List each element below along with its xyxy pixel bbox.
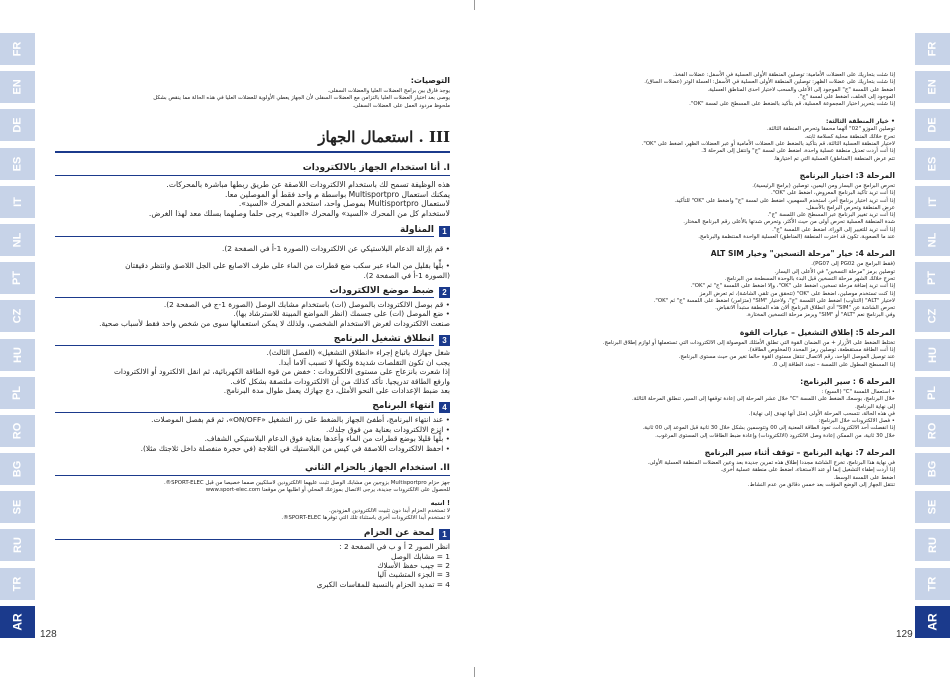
step-line: يجب ان تكون التقلصات شديدة ولكنها لا تسبب آلاما أبدا. bbox=[278, 357, 450, 367]
language-tab-tr[interactable]: TR bbox=[915, 568, 950, 600]
paragraph-line: هذه الوظيفة تسمح لك باستخدام الالكترودات اللاصقة عن طريق ربطها مباشرة بالمحركات. bbox=[166, 179, 450, 189]
spine-mark-top bbox=[474, 0, 475, 10]
paragraph-line: إذا أنت تريد تغيير البرنامج عبر المسطح على اللمسة "ج". bbox=[767, 212, 895, 219]
paragraph-line: إذا أنت تريد للتغيير إلى الوراء، اضغط على اللمسة "ج". bbox=[772, 226, 895, 233]
step-title: انطلاق تشغيل البرنامج bbox=[55, 334, 434, 346]
paragraph-line: وفي البرنامج نعم "ALT" أو "SIM" وبرمز مرحلة التسخين المختارة. bbox=[746, 312, 895, 319]
paragraph-line: لاختيار المنطقة العسلية الثالثة، قم بتأكيد بالضغط على العضلات الأمامية أو عبر العضلات الظهر، اضغط على "OK". bbox=[641, 141, 895, 148]
intro-line: الموجود إلى الخلف، اضغط على لمسة "ج". bbox=[797, 93, 895, 100]
step-heading-start bbox=[55, 334, 450, 346]
right-page bbox=[500, 72, 895, 489]
step-title: ضبط موضع الالكترودات bbox=[55, 286, 434, 298]
step-heading-end bbox=[55, 401, 450, 413]
language-tabs-right bbox=[915, 33, 950, 644]
language-tab-nl[interactable]: NL bbox=[915, 224, 950, 256]
paragraph-line: إذا أردت إطفاء التشغيل إنما أو عند الاستغناء، اضغط على منطقة عسلية أخرى. bbox=[720, 467, 895, 474]
paragraph-line: إذا أنت الطاقة مستقطعة، توصلين رمز المحدد (المخلوص الطاقة). bbox=[748, 347, 895, 354]
paragraph-line: • استعمال اللمسة "C" (السبع) : bbox=[821, 388, 895, 395]
paragraph-line: شدة المنطقة العسلية تحرص أولى من حيث الأكثر، وتحرص شدتها بالأعلى رقم البرنامج المختار. bbox=[683, 219, 895, 226]
language-tab-ro[interactable]: RO bbox=[0, 415, 35, 447]
step-number-badge: 1 bbox=[439, 529, 450, 540]
language-tab-pl[interactable]: PL bbox=[915, 377, 950, 409]
paragraph-line: تحرص الشاشة عن "SIM" أدى انطلاق البرنامج ألان هذه المنطقة ستبدأ الانقباض. bbox=[715, 305, 895, 312]
language-tab-se[interactable]: SE bbox=[0, 491, 35, 523]
language-tab-pt[interactable]: PT bbox=[0, 262, 35, 294]
language-tab-ar[interactable]: AR bbox=[915, 606, 950, 638]
paragraph-line: إذا المسطح المطول على اللمسة – تجدد الطاقة إلى 0. bbox=[772, 361, 895, 368]
step-line: (الصورة 1-أ في الصفحة 2). bbox=[363, 270, 450, 280]
language-tab-en[interactable]: EN bbox=[915, 71, 950, 103]
paragraph-line: خلال البرنامج، بوسعك الضغط على اللمسة "C" خلال عشر المرحلة إلى إعادة توقفها إلى السير، تنطلق المرحلة الثالثة. bbox=[632, 396, 895, 403]
paragraph-line: • فصل الالكترودات خلال البرنامج: bbox=[818, 418, 895, 425]
paragraph-line: إذا أنت أردت تعديل منطقة عسلية واحدة، اضغط على لمسة "ج" وانتقل إلى المرحلة 3. bbox=[701, 148, 895, 155]
step-title: لمحة عن الحزام bbox=[55, 528, 434, 540]
step-line: • قم بإزالة الدعام البلاستيكي عن الالكترودات (الصورة 1-أ في الصفحة 2). bbox=[222, 244, 450, 254]
paragraph-line: في هذه الحالة، تتسحب المرحلة الأولى (مثل أنها تهدف إلى نهاية). bbox=[748, 410, 895, 417]
intro-line: إذا شئت بتحاريك على العضلات الأمامية: توصلين المنطقة الأولى العسلية في الأسفل: عضلات الفخذ. bbox=[673, 72, 895, 78]
paragraph-line: لاستخدام كل من المحرك «السيد» والمحرك «العبد» يرجى حلما وصلهما بسلك معد لهذا الغرض. bbox=[148, 209, 450, 219]
recommendations-line: ملحوظ مردود العمل على العضلات السفلى. bbox=[352, 102, 450, 109]
step-line: بعد ضبط الإعدادات على النحو الأمثل، دع جهازك يعمل طوال مدة البرنامج. bbox=[223, 385, 450, 395]
step-number-badge: 1 bbox=[439, 226, 450, 237]
step-line: • قم بوصل الالكترودات بالموصل (ات) باستخدام مشابك الوصل (الصورة 1-ج في الصفحة 2). bbox=[163, 300, 450, 310]
step-line: • انزع الالكترودات بعناية من فوق جلدك. bbox=[326, 424, 450, 434]
paragraph-line: تتم عرض المنطقة (المناطق) العسلية التي تم اختيارها. bbox=[773, 155, 895, 162]
step-line: 4 = تمديد الحزام بالنسبة للمقاسات الكبرى bbox=[316, 579, 450, 589]
stage-heading-7: المرحلة 7: نهاية البرنامج – توقف أثناء سير البرنامج bbox=[704, 447, 895, 457]
language-tab-bg[interactable]: BG bbox=[0, 453, 35, 485]
language-tab-ar[interactable]: AR bbox=[0, 606, 35, 638]
language-tab-pl[interactable]: PL bbox=[0, 377, 35, 409]
paragraph-line: خلال 30 ثانية، من الممكن إعادة وصل الالكترود (الالكترودات) وإعادة ضبط الطاقات إلى المستوى المرغوب. bbox=[655, 432, 895, 439]
section-title-electrodes: I. أنا استخدام الجهاز بالالكترودات bbox=[55, 162, 450, 176]
paragraph-line: (فقط البرامج من PG02 إلى PG07). bbox=[811, 261, 895, 268]
intro-line: إذا شئت بتحاريك على عضلات الظهر: توصلين المنطقة الأولى العسلية في الأسفل: العسلة الوتر (عضلات الساق). bbox=[644, 79, 895, 86]
left-page bbox=[55, 70, 450, 589]
language-tab-cz[interactable]: CZ bbox=[0, 300, 35, 332]
step-heading-belt-overview bbox=[55, 528, 450, 540]
step-line: انظر الصور 2 أ و ب في الصفحة 2 : bbox=[339, 542, 450, 552]
language-tab-es[interactable]: ES bbox=[0, 148, 35, 180]
step-line: صنعت الالكترودات لغرض الاستخدام الشخصي، ولذلك لا يمكن استعمالها سوى من شخص واحد فقط لأسباب صحية. bbox=[99, 318, 450, 328]
language-tab-it[interactable]: IT bbox=[0, 186, 35, 218]
language-tab-nl[interactable]: NL bbox=[0, 224, 35, 256]
paragraph-line: عرض المنطقة وتحرص البرامج بالأسفل. bbox=[805, 204, 895, 211]
language-tab-hu[interactable]: HU bbox=[915, 339, 950, 371]
step-line: • عند انتهاء البرنامج، أطفئ الجهاز بالضغط على زر التشغيل «ON/OFF»، ثم قم بفصل الموصلات. bbox=[151, 415, 450, 425]
paragraph-line: إلى نهاية البرنامج. bbox=[854, 403, 895, 410]
subheading-third-zone: • خيار المنطقة الثالثة: bbox=[825, 118, 895, 126]
recommendations-heading: التوصيات: bbox=[410, 76, 450, 85]
step-line: • بلِّها بقليل من الماء عبر سكب ضع قطرات من الماء على طرف الاصابع على الجل اللاصق وانتظر دقيقتان bbox=[125, 261, 450, 271]
step-line: 1 = مشابك الوصل bbox=[390, 551, 450, 561]
paragraph-line: تحرج خلالك الشهر مرحلة التسخين قبل البدء بالوحدة المسطحة من البرنامج. bbox=[724, 275, 895, 282]
recommendations-line: يوصى بعد اختيار العضلات العليا بالتزامن مع العضلات السفلى لأن الجهاز يعطي الأولوية للعضلات العليا في هذه الحالة مما ينقص بشكل bbox=[153, 95, 450, 102]
step-title: المناولة bbox=[55, 225, 434, 237]
language-tab-pt[interactable]: PT bbox=[915, 262, 950, 294]
paragraph-line: لاختيار "ALT" (التناوب) اضغط على اللمسة "ج"، ولاختيار "SIM" (متزامن) اضغط على اللمسة "ج" ثم "OK". bbox=[653, 297, 895, 304]
step-number-badge: 3 bbox=[439, 335, 450, 346]
paragraph-line: جهز حزام Multisportpro بزوجين من مشابك الوصل تثبت عليهما الالكترودين لاسلكيين صمما خصيصا من قبل SPORT-ELEC®. bbox=[163, 479, 450, 486]
paragraph-line: تحرج خلالك المنطقة محلية كسلامة ثابته. bbox=[804, 133, 895, 140]
language-tab-en[interactable]: EN bbox=[0, 71, 35, 103]
language-tab-de[interactable]: DE bbox=[915, 109, 950, 141]
section-title-belt: II. استخدام الجهاز بالحزام الثاني bbox=[55, 462, 450, 476]
intro-line: إذا شئت بتحرير اختيار المجموعة العسلية، قم بتأكيد بالضغط على المسطح على لمسة "OK". bbox=[689, 101, 895, 108]
language-tab-cz[interactable]: CZ bbox=[915, 300, 950, 332]
language-tab-tr[interactable]: TR bbox=[0, 568, 35, 600]
paragraph-line: إذا انفصلت أحد الالكترودات، تعود الطاقة المعنية إلى 00 وتتوسمين بشكل خلال 30 ثانية قبل الموعد إلى 00 ثانية. bbox=[642, 425, 895, 432]
paragraph-line: تنتقل الجهاز إلى الوضع المؤقت بعد خمس دقائق من عدم النشاط. bbox=[747, 481, 895, 488]
main-title: III . استعمال الجهاز bbox=[55, 124, 450, 153]
step-line: 3 = الجزء المتشبث آليا bbox=[377, 570, 450, 580]
stage-heading-3: المرحلة 3: اختيار البرنامج bbox=[799, 170, 895, 180]
paragraph-line: توصلين برمز "مرحلة التسخين" في الأعلى إلى اليسار. bbox=[774, 268, 895, 275]
step-line: 2 = جيب حفظ الأسلاك bbox=[377, 560, 450, 570]
step-line: وارفع الطاقة تدريجيا. تأكد كذلك من أن الالكترودات ملتصقة بشكل كاف. bbox=[230, 376, 450, 386]
paragraph-line: يمكنك استعمال Multisportpro بواسطة م واحد فقط أو الموصلين معا. bbox=[225, 189, 450, 199]
paragraph-line: في نهاية هذا البرنامج، تخرج الشاشة مجددا إطلاق هذه تمرين جديدة بعد وعين العضلات المنطقة العسلية الأولى. bbox=[647, 459, 895, 466]
step-line: إذا شعرت بانزعاج على مستوى الالكترودات : خفض من قوة الطاقة الكهربائية، ثم انقل الالكترود أو الالكترودات bbox=[113, 367, 450, 377]
step-line: • بلِّها قليلا بوضع قطرات من الماء وأعدها بعناية فوق الدعام البلاستيكي الشفاف. bbox=[204, 434, 450, 444]
paragraph-line: للحصول على الالكترودات جديدة، يرجى الاتصال بموزعك المحلي أو اطلبها من موقعنا www.sport-elec.com bbox=[205, 487, 450, 494]
intro-line: اضغط على اللمسة "ج" الموجود إلى الأعلى والسحب لاختيار احدى المناطق العسلية. bbox=[707, 86, 895, 93]
step-heading-placement bbox=[55, 286, 450, 298]
language-tab-it[interactable]: IT bbox=[915, 186, 950, 218]
language-tab-ro[interactable]: RO bbox=[915, 415, 950, 447]
paragraph-line: عند ما الصعوبة، تكون قد اخترت المنطقة (المناطق) العسلية الواحدة المنتظمة والبرنامج. bbox=[698, 234, 895, 241]
step-title: انتهاء البرنامج bbox=[55, 401, 434, 413]
stage-heading-5: المرحلة 5: إطلاق التشغيل – عيارات القوة bbox=[739, 327, 895, 337]
step-line: • ضع الموصل (ات) على جسمك (انظر المواضع المبينة للاسترشاد بها). bbox=[233, 309, 450, 319]
language-tab-ru[interactable]: RU bbox=[915, 529, 950, 561]
spine-mark-bottom bbox=[474, 667, 475, 677]
language-tab-se[interactable]: SE bbox=[915, 491, 950, 523]
warning-heading: ! انتبه bbox=[430, 498, 450, 507]
language-tab-ru[interactable]: RU bbox=[0, 529, 35, 561]
step-line: • احفظ الالكترودات اللاصقة في كيس من البلاستيك في الثلاجة (في حجرة منفصلة داخل ثلاجتك مثلا). bbox=[140, 443, 450, 453]
recommendations-line: يوجد فارق بين برامج العضلات العليا والعضلات السفلى. bbox=[327, 88, 450, 94]
language-tab-es[interactable]: ES bbox=[915, 148, 950, 180]
paragraph-line: توصلين الموزو "02" ألهما محمقا وتحرص المنطقة الثالثة. bbox=[767, 126, 895, 133]
page-number-left: 128 bbox=[40, 629, 57, 640]
paragraph-line: إذا أنت تريد اختيار برنامج آخر، استخدم السهمين، اضغط على لمسة "ج" واضغط على "OK" للتأكيد. bbox=[674, 197, 895, 204]
paragraph-line: إذا أنت تريد تأكيد البرنامج المعروض، اضغط على "OK". bbox=[770, 190, 895, 197]
warning-line: لا تستخدم الحزام أبدا دون تثبيت الالكترودين المزودين. bbox=[329, 507, 450, 514]
language-tab-bg[interactable]: BG bbox=[915, 453, 950, 485]
paragraph-line: عند توصيل الموصل الواحد، رقم الاتصال تنتقل مستوى القوة حالما تغير من حيث مستوى البرنامج. bbox=[678, 354, 895, 361]
step-number-badge: 2 bbox=[439, 287, 450, 298]
language-tab-de[interactable]: DE bbox=[0, 109, 35, 141]
stage-heading-6: المرحلة 6 : سير البرنامج: bbox=[800, 376, 895, 386]
paragraph-line: تحرص البرامج من اليسار ومن اليمين، توصلين (برامج الرئيسية). bbox=[752, 182, 895, 189]
step-heading-handling bbox=[55, 225, 450, 237]
language-tabs-left bbox=[0, 33, 35, 644]
page-number-right: 129 bbox=[896, 629, 913, 640]
paragraph-line: تختلط الضغط على الأزرار + من الضمان القوة التي تطلق الأمثلك الموصولة إلى الالكترودات التي تستعملها أو لوازم إطلاق البرنامج. bbox=[602, 339, 895, 346]
paragraph-line: إذا أنت تريد إضافة مرحلة تسخين، اضغط على "OK"، وإلا اضغط على اللمسة "ج" ثم "OK". bbox=[690, 283, 895, 290]
paragraph-line: اضغط على اللمسة الوسط. bbox=[833, 474, 895, 481]
step-number-badge: 4 bbox=[439, 402, 450, 413]
step-line: شغل جهازك باتباع إجراء «انطلاق التشغيل» (الفصل الثالث). bbox=[266, 348, 450, 358]
warning-line: لا تستخدم أبدا الالكترودات أخرى باستثناء تلك التي توفرها SPORT-ELEC®. bbox=[281, 514, 450, 521]
stage-heading-4: المرحلة 4: خيار "مرحلة التسخين" وخيار ALT SIM bbox=[710, 249, 895, 259]
language-tab-fr[interactable]: FR bbox=[0, 33, 35, 65]
language-tab-hu[interactable]: HU bbox=[0, 339, 35, 371]
paragraph-line: إذا كنت تستخدم موصلين، اضغط على "OK" (تتحقق من تلقي الشاشة)، ثم تعرض الرمز bbox=[699, 290, 895, 297]
language-tab-fr[interactable]: FR bbox=[915, 33, 950, 65]
paragraph-line: لاستعمال Multisportpro بموصل واحد، استخدم المحرك «السيد». bbox=[238, 199, 450, 209]
